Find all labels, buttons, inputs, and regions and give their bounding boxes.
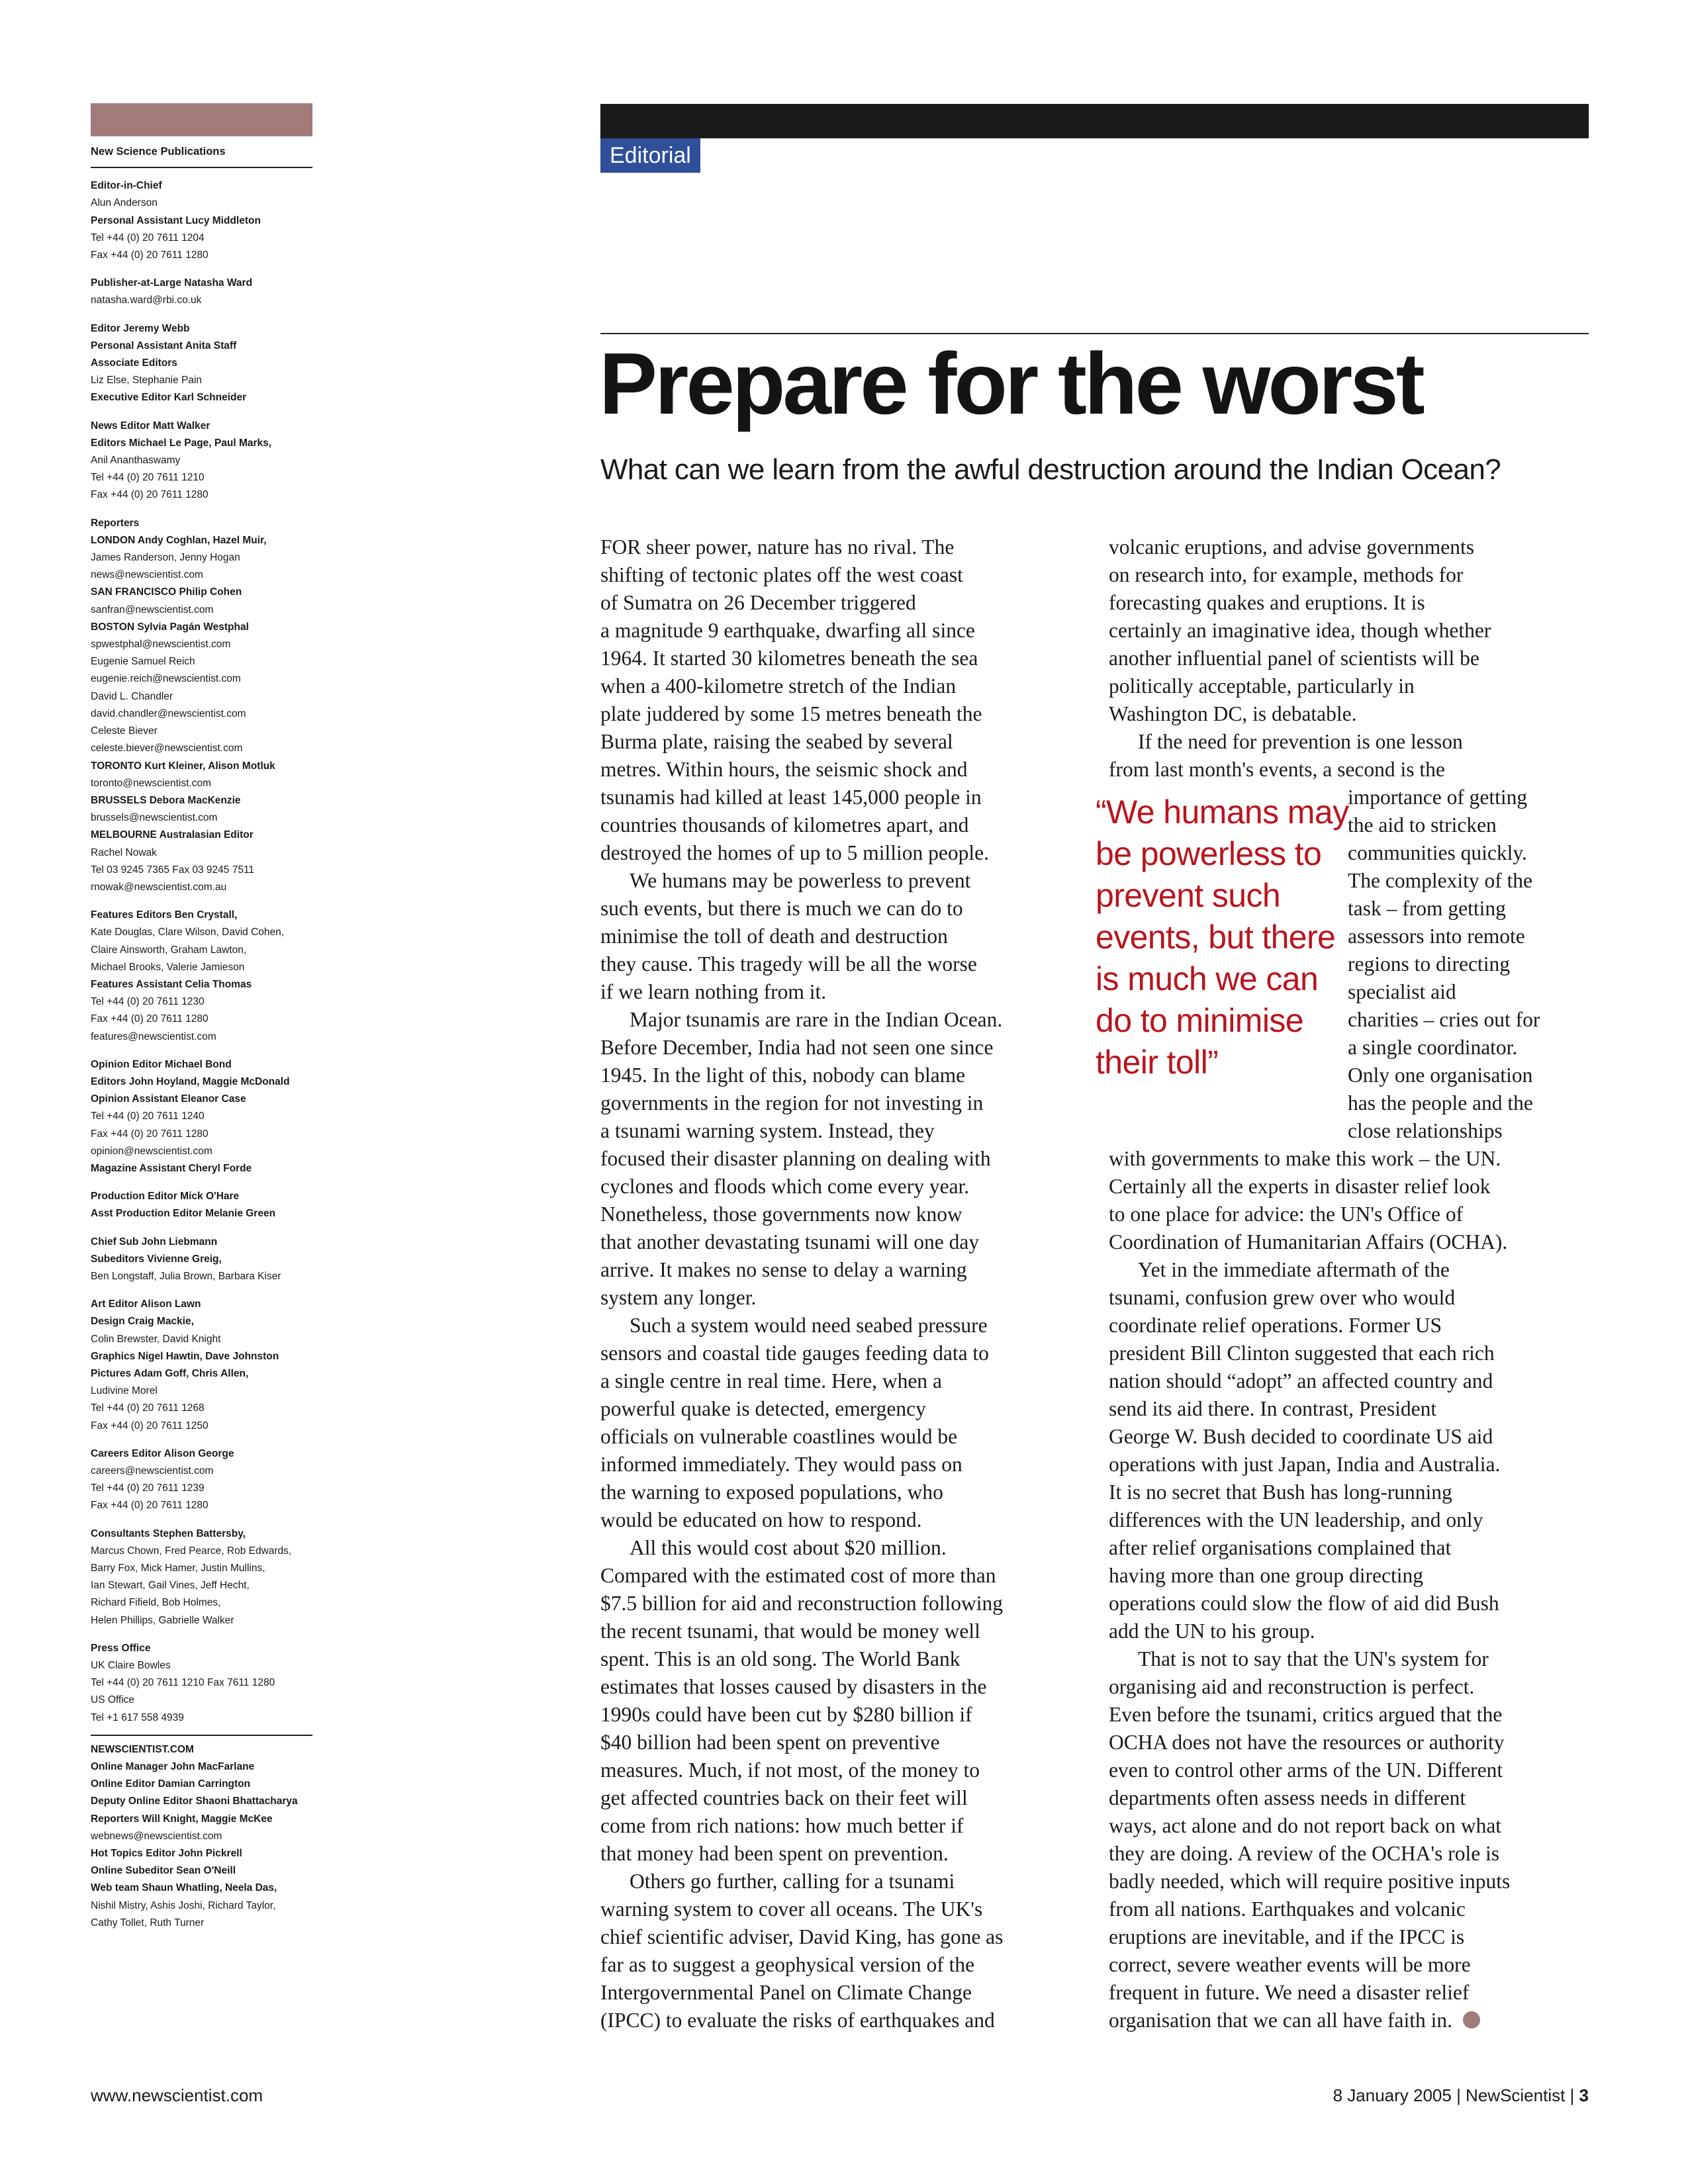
staff-line: Alun Anderson bbox=[91, 197, 158, 209]
text-line: tsunamis had killed at least 145,000 people in bbox=[600, 786, 982, 809]
text-line: volcanic eruptions, and advise governments bbox=[1109, 535, 1474, 559]
text-line: George W. Bush decided to coordinate US aid bbox=[1109, 1425, 1493, 1448]
text-line: to one place for advice: the UN's Office of bbox=[1109, 1203, 1464, 1226]
text-line: (IPCC) to evaluate the risks of earthquakes and bbox=[600, 2009, 995, 2032]
staff-line: Pictures Adam Goff, Chris Allen, bbox=[91, 1368, 249, 1379]
editorial-top-bar bbox=[600, 104, 1589, 138]
text-line: Nonetheless, those governments now know bbox=[600, 1203, 962, 1226]
staff-section bbox=[91, 1228, 312, 1291]
article-column-2-top bbox=[1109, 533, 1590, 784]
staff-line: TORONTO Kurt Kleiner, Alison Motluk bbox=[91, 760, 275, 772]
text-line: from last month's events, a second is the bbox=[1109, 758, 1445, 781]
staff-line: James Randerson, Jenny Hogan bbox=[91, 552, 240, 564]
text-line: add the UN to his group. bbox=[1109, 1619, 1315, 1643]
staff-line: Richard Fifield, Bob Holmes, bbox=[91, 1597, 221, 1609]
staff-section bbox=[91, 1520, 312, 1635]
text-line: on research into, for example, methods for bbox=[1109, 563, 1464, 586]
text-line: coordinate relief operations. Former US bbox=[1109, 1314, 1442, 1337]
staff-line: webnews@newscientist.com bbox=[91, 1830, 222, 1842]
text-line: informed immediately. They would pass on bbox=[600, 1453, 962, 1476]
staff-line: Fax +44 (0) 20 7611 1250 bbox=[91, 1420, 209, 1432]
staff-line: Tel +44 (0) 20 7611 1210 Fax 7611 1280 bbox=[91, 1677, 275, 1689]
text-line: If the need for prevention is one lesson bbox=[1138, 730, 1463, 753]
text-line: Compared with the estimated cost of more than bbox=[600, 1564, 996, 1587]
text-line: That is not to say that the UN's system for bbox=[1138, 1647, 1489, 1670]
staff-line: David L. Chandler bbox=[91, 690, 173, 702]
staff-line: Features Assistant Celia Thomas bbox=[91, 978, 252, 990]
staff-line: Cathy Tollet, Ruth Turner bbox=[91, 1917, 205, 1929]
text-line: they cause. This tragedy will be all the worse bbox=[600, 952, 977, 976]
text-line: $40 billion had been spent on preventive bbox=[600, 1731, 940, 1754]
article-column-2-narrow bbox=[1348, 784, 1590, 1145]
staff-line: rnowak@newscientist.com.au bbox=[91, 881, 227, 893]
staff-line: toronto@newscientist.com bbox=[91, 777, 212, 789]
staff-line: Production Editor Mick O'Hare bbox=[91, 1191, 240, 1203]
text-line: come from rich nations: how much better if bbox=[600, 1814, 964, 1837]
text-line: if we learn nothing from it. bbox=[600, 980, 827, 1003]
staff-line: Fax +44 (0) 20 7611 1280 bbox=[91, 489, 209, 501]
staff-line: Careers Editor Alison George bbox=[91, 1447, 234, 1459]
text-line: nation should “adopt” an affected country and bbox=[1109, 1369, 1493, 1392]
staff-line: Celeste Biever bbox=[91, 725, 158, 737]
staff-line: Deputy Online Editor Shaoni Bhattacharya bbox=[91, 1796, 298, 1807]
text-line: Certainly all the experts in disaster relief look bbox=[1109, 1175, 1491, 1198]
staff-line: Online Editor Damian Carrington bbox=[91, 1778, 251, 1790]
staff-line: Art Editor Alison Lawn bbox=[91, 1298, 201, 1310]
staff-section bbox=[91, 1735, 312, 1937]
text-line: ways, act alone and do not report back on what bbox=[1109, 1814, 1502, 1837]
staff-line: Claire Ainsworth, Graham Lawton, bbox=[91, 944, 247, 956]
staff-line: Kate Douglas, Clare Wilson, David Cohen, bbox=[91, 927, 285, 938]
staff-line: Tel +44 (0) 20 7611 1239 bbox=[91, 1482, 205, 1494]
text-line: Major tsunamis are rare in the Indian Ocean. bbox=[630, 1008, 1003, 1031]
text-line: when a 400-kilometre stretch of the Indian bbox=[600, 674, 957, 698]
text-line: countries thousands of kilometres apart, and bbox=[600, 813, 969, 837]
staff-line: Executive Editor Karl Schneider bbox=[91, 392, 247, 404]
staff-line: spwestphal@newscientist.com bbox=[91, 639, 231, 651]
staff-line: Online Subeditor Sean O'Neill bbox=[91, 1865, 236, 1877]
text-line: Burma plate, raising the seabed by several bbox=[600, 730, 953, 753]
staff-line: NEWSCIENTIST.COM bbox=[91, 1743, 194, 1755]
staff-line: Chief Sub John Liebmann bbox=[91, 1236, 218, 1248]
staff-line: Web team Shaun Whatling, Neela Das, bbox=[91, 1882, 277, 1894]
text-line: departments often assess needs in different bbox=[1109, 1786, 1466, 1809]
text-line: the warning to exposed populations, who bbox=[600, 1480, 943, 1504]
text-line: badly needed, which will require positive inputs bbox=[1109, 1870, 1511, 1893]
staff-line: Reporters bbox=[91, 517, 140, 529]
staff-section bbox=[91, 1291, 312, 1440]
staff-line: Tel +1 617 558 4939 bbox=[91, 1711, 184, 1723]
text-line: has the people and the bbox=[1348, 1091, 1533, 1115]
text-line: 1990s could have been cut by $280 billion if bbox=[600, 1703, 972, 1726]
text-line: 1945. In the light of this, nobody can blame bbox=[600, 1064, 966, 1087]
text-line: Only one organisation bbox=[1348, 1064, 1533, 1087]
text-line: operations could slow the flow of aid did Bush bbox=[1109, 1592, 1499, 1615]
text-line: get affected countries back on their feet will bbox=[600, 1786, 968, 1809]
staff-line: Design Craig Mackie, bbox=[91, 1316, 194, 1328]
staff-line: Associate Editors bbox=[91, 357, 177, 369]
text-line: OCHA does not have the resources or authority bbox=[1109, 1731, 1505, 1754]
text-line: the aid to stricken bbox=[1348, 813, 1497, 837]
text-line: from all nations. Earthquakes and volcanic bbox=[1109, 1897, 1466, 1921]
staff-section bbox=[91, 412, 312, 510]
text-line: would be educated on how to respond. bbox=[600, 1508, 922, 1531]
staff-line: Graphics Nigel Hawtin, Dave Johnston bbox=[91, 1350, 279, 1362]
staff-line: Tel +44 (0) 20 7611 1240 bbox=[91, 1111, 205, 1122]
text-line: We humans may be powerless to prevent bbox=[630, 869, 971, 892]
text-line: after relief organisations complained that bbox=[1109, 1536, 1452, 1559]
text-line: assessors into remote bbox=[1348, 925, 1525, 948]
text-line: such events, but there is much we can do to bbox=[600, 897, 963, 920]
footer-issue-text: 8 January 2005 | NewScientist | bbox=[1333, 2085, 1579, 2105]
staff-line: Tel 03 9245 7365 Fax 03 9245 7511 bbox=[91, 864, 255, 876]
pull-quote bbox=[1096, 792, 1347, 1083]
staff-line: Opinion Assistant Eleanor Case bbox=[91, 1093, 246, 1105]
text-line: estimates that losses caused by disasters in the bbox=[600, 1675, 987, 1698]
staff-line: SAN FRANCISCO Philip Cohen bbox=[91, 586, 242, 598]
staff-line: Consultants Stephen Battersby, bbox=[91, 1527, 246, 1539]
staff-line: Rachel Nowak bbox=[91, 846, 157, 858]
staff-line: brussels@newscientist.com bbox=[91, 812, 218, 824]
staff-section bbox=[91, 172, 312, 269]
masthead-color-bar bbox=[91, 103, 312, 136]
text-line: operations with just Japan, India and Australia. bbox=[1109, 1453, 1501, 1476]
staff-line: Editor Jeremy Webb bbox=[91, 322, 190, 334]
staff-line: Tel +44 (0) 20 7611 1230 bbox=[91, 996, 205, 1008]
text-line: of Sumatra on 26 December triggered bbox=[600, 591, 916, 614]
text-line: politically acceptable, particularly in bbox=[1109, 674, 1415, 698]
footer-issue bbox=[1333, 2085, 1589, 2106]
text-line: Intergovernmental Panel on Climate Change bbox=[600, 1981, 972, 2004]
text-line: a single centre in real time. Here, when a bbox=[600, 1369, 943, 1392]
text-line: organising aid and reconstruction is perfect. bbox=[1109, 1675, 1475, 1698]
staff-line: david.chandler@newscientist.com bbox=[91, 707, 246, 719]
staff-line: Ian Stewart, Gail Vines, Jeff Hecht, bbox=[91, 1580, 250, 1592]
text-line: sensors and coastal tide gauges feeding data to bbox=[600, 1342, 989, 1365]
staff-line: Personal Assistant Anita Staff bbox=[91, 340, 237, 351]
staff-line: US Office bbox=[91, 1694, 135, 1706]
staff-line: Anil Ananthaswamy bbox=[91, 455, 181, 467]
text-line: they are doing. A review of the OCHA's role is bbox=[1109, 1842, 1500, 1865]
text-line: send its aid there. In contrast, President bbox=[1109, 1397, 1437, 1420]
staff-line: opinion@newscientist.com bbox=[91, 1145, 212, 1157]
staff-line: eugenie.reich@newscientist.com bbox=[91, 673, 241, 685]
staff-line: Fax +44 (0) 20 7611 1280 bbox=[91, 1128, 209, 1140]
text-line: governments in the region for not investing in bbox=[600, 1091, 984, 1115]
text-line: another influential panel of scientists will be bbox=[1109, 647, 1479, 670]
text-line: focused their disaster planning on dealing with bbox=[600, 1147, 991, 1170]
text-line: Before December, India had not seen one since bbox=[600, 1036, 994, 1059]
text-line: specialist aid bbox=[1348, 980, 1456, 1003]
text-line: arrive. It makes no sense to delay a warning bbox=[600, 1258, 967, 1281]
text-line: task – from getting bbox=[1348, 897, 1506, 920]
pull-quote-line: be powerless to bbox=[1096, 835, 1322, 872]
article-column-2-bottom bbox=[1109, 1145, 1590, 2034]
pull-quote-line: events, but there bbox=[1096, 919, 1336, 956]
staff-line: News Editor Matt Walker bbox=[91, 420, 211, 432]
staff-line: LONDON Andy Coghlan, Hazel Muir, bbox=[91, 534, 267, 546]
text-line: a tsunami warning system. Instead, they bbox=[600, 1119, 935, 1142]
text-line: close relationships bbox=[1348, 1119, 1503, 1142]
text-line: forecasting quakes and eruptions. It is bbox=[1109, 591, 1425, 614]
staff-line: sanfran@newscientist.com bbox=[91, 604, 214, 615]
text-line: FOR sheer power, nature has no rival. The bbox=[600, 535, 955, 559]
text-line: It is no secret that Bush has long-running bbox=[1109, 1480, 1452, 1504]
staff-line: Online Manager John MacFarlane bbox=[91, 1761, 255, 1773]
staff-line: UK Claire Bowles bbox=[91, 1660, 171, 1672]
section-tag: Editorial bbox=[600, 138, 700, 173]
text-line: having more than one group directing bbox=[1109, 1564, 1423, 1587]
staff-line: Marcus Chown, Fred Pearce, Rob Edwards, bbox=[91, 1545, 292, 1557]
staff-section bbox=[91, 1440, 312, 1520]
text-line: charities – cries out for bbox=[1348, 1008, 1540, 1031]
pull-quote-line: do to minimise bbox=[1096, 1002, 1303, 1039]
staff-line: Eugenie Samuel Reich bbox=[91, 656, 195, 668]
staff-line: Asst Production Editor Melanie Green bbox=[91, 1208, 276, 1220]
staff-line: MELBOURNE Australasian Editor bbox=[91, 829, 254, 841]
text-line: the recent tsunami, that would be money well bbox=[600, 1619, 980, 1643]
text-line: tsunami, confusion grew over who would bbox=[1109, 1286, 1456, 1309]
text-line: system any longer. bbox=[600, 1286, 757, 1309]
text-line: plate juddered by some 15 metres beneath the bbox=[600, 702, 982, 725]
text-line: a magnitude 9 earthquake, dwarfing all since bbox=[600, 619, 975, 642]
staff-line: Editor-in-Chief bbox=[91, 180, 162, 192]
text-line: All this would cost about $20 million. bbox=[630, 1536, 947, 1559]
staff-line: Nishil Mistry, Ashis Joshi, Richard Taylor, bbox=[91, 1899, 276, 1911]
pull-quote-line: “We humans may bbox=[1096, 794, 1349, 831]
staff-line: Reporters Will Knight, Maggie McKee bbox=[91, 1813, 273, 1825]
text-line: certainly an imaginative idea, though whether bbox=[1109, 619, 1491, 642]
staff-section bbox=[91, 315, 312, 412]
text-line: chief scientific adviser, David King, has gone as bbox=[600, 1925, 1004, 1948]
staff-line: Fax +44 (0) 20 7611 1280 bbox=[91, 1013, 209, 1025]
pull-quote-line: prevent such bbox=[1096, 877, 1281, 914]
staff-line: Michael Brooks, Valerie Jamieson bbox=[91, 961, 245, 973]
text-line: 1964. It started 30 kilometres beneath the sea bbox=[600, 647, 978, 670]
text-line: metres. Within hours, the seismic shock and bbox=[600, 758, 968, 781]
text-line: organisation that we can all have faith in. bbox=[1109, 2007, 1590, 2034]
staff-line: Magazine Assistant Cheryl Forde bbox=[91, 1162, 252, 1174]
staff-line: Features Editors Ben Crystall, bbox=[91, 909, 238, 921]
text-line: president Bill Clinton suggested that each rich bbox=[1109, 1342, 1495, 1365]
masthead-sidebar bbox=[91, 103, 312, 1937]
text-line: Such a system would need seabed pressure bbox=[630, 1314, 988, 1337]
staff-line: BOSTON Sylvia Pagán Westphal bbox=[91, 621, 249, 633]
text-line: differences with the UN leadership, and only bbox=[1109, 1508, 1483, 1531]
text-line: frequent in future. We need a disaster relief bbox=[1109, 1981, 1470, 2004]
text-line: that another devastating tsunami will one day bbox=[600, 1230, 980, 1253]
publisher-name: New Science Publications bbox=[91, 143, 312, 168]
staff-line: Personal Assistant Lucy Middleton bbox=[91, 214, 261, 226]
staff-section bbox=[91, 1051, 312, 1183]
staff-line: Hot Topics Editor John Pickrell bbox=[91, 1848, 242, 1860]
text-line: eruptions are inevitable, and if the IPCC is bbox=[1109, 1925, 1465, 1948]
text-line: spent. This is an old song. The World Bank bbox=[600, 1647, 961, 1670]
staff-line: Ben Longstaff, Julia Brown, Barbara Kiser bbox=[91, 1270, 281, 1282]
staff-line: natasha.ward@rbi.co.uk bbox=[91, 295, 202, 306]
text-line: The complexity of the bbox=[1348, 869, 1533, 892]
staff-line: Tel +44 (0) 20 7611 1268 bbox=[91, 1402, 205, 1414]
text-line: far as to suggest a geophysical version of the bbox=[600, 1953, 975, 1976]
staff-list bbox=[91, 172, 312, 1937]
staff-line: Helen Phillips, Gabrielle Walker bbox=[91, 1614, 234, 1626]
staff-section bbox=[91, 901, 312, 1051]
end-mark-icon bbox=[1463, 2011, 1480, 2028]
pull-quote-line: is much we can bbox=[1096, 960, 1319, 997]
text-line: Yet in the immediate aftermath of the bbox=[1138, 1258, 1450, 1281]
staff-line: Subeditors Vivienne Greig, bbox=[91, 1253, 222, 1265]
pull-quote-line: their toll” bbox=[1096, 1044, 1219, 1081]
staff-line: Press Office bbox=[91, 1642, 151, 1654]
text-line: destroyed the homes of up to 5 million people. bbox=[600, 841, 990, 864]
text-line: $7.5 billion for aid and reconstruction following bbox=[600, 1592, 1004, 1615]
text-line: powerful quake is detected, emergency bbox=[600, 1397, 926, 1420]
page-number: 3 bbox=[1579, 2085, 1589, 2105]
text-line: Others go further, calling for a tsunami bbox=[630, 1870, 955, 1893]
text-line: Coordination of Humanitarian Affairs (OCHA). bbox=[1109, 1230, 1508, 1253]
staff-section bbox=[91, 510, 312, 901]
staff-line: Barry Fox, Mick Hamer, Justin Mullins, bbox=[91, 1563, 265, 1574]
text-line: warning system to cover all oceans. The UK's bbox=[600, 1897, 983, 1921]
staff-line: Editors John Hoyland, Maggie McDonald bbox=[91, 1075, 290, 1087]
text-line: communities quickly. bbox=[1348, 841, 1527, 864]
staff-line: careers@newscientist.com bbox=[91, 1465, 214, 1477]
staff-line: features@newscientist.com bbox=[91, 1030, 216, 1042]
text-line: importance of getting bbox=[1348, 786, 1528, 809]
staff-section bbox=[91, 1183, 312, 1228]
staff-line: Fax +44 (0) 20 7611 1280 bbox=[91, 1500, 209, 1512]
text-line: with governments to make this work – the UN. bbox=[1109, 1147, 1501, 1170]
text-line: Even before the tsunami, critics argued that the bbox=[1109, 1703, 1503, 1726]
staff-line: Tel +44 (0) 20 7611 1204 bbox=[91, 232, 205, 244]
text-line: regions to directing bbox=[1348, 952, 1510, 976]
staff-line: Colin Brewster, David Knight bbox=[91, 1333, 221, 1345]
text-line: Washington DC, is debatable. bbox=[1109, 702, 1357, 725]
text-line: measures. Much, if not most, of the money to bbox=[600, 1758, 980, 1782]
text-line: cyclones and floods which come every year. bbox=[600, 1175, 970, 1198]
staff-line: Editors Michael Le Page, Paul Marks, bbox=[91, 437, 272, 449]
text-line: minimise the toll of death and destruction bbox=[600, 925, 948, 948]
staff-line: celeste.biever@newscientist.com bbox=[91, 743, 243, 754]
headline: Prepare for the worst bbox=[599, 335, 1423, 432]
staff-line: Opinion Editor Michael Bond bbox=[91, 1058, 232, 1070]
staff-line: Ludivine Morel bbox=[91, 1385, 158, 1397]
staff-line: BRUSSELS Debora MacKenzie bbox=[91, 794, 241, 806]
article-column-1 bbox=[600, 533, 1084, 2034]
staff-line: Tel +44 (0) 20 7611 1210 bbox=[91, 472, 205, 484]
staff-line: Fax +44 (0) 20 7611 1280 bbox=[91, 250, 209, 261]
text-line: that money had been spent on prevention. bbox=[600, 1842, 949, 1865]
text-line: a single coordinator. bbox=[1348, 1036, 1518, 1059]
text-line: officials on vulnerable coastlines would be bbox=[600, 1425, 958, 1448]
text-line: correct, severe weather events will be more bbox=[1109, 1953, 1471, 1976]
text-line: even to control other arms of the UN. Different bbox=[1109, 1758, 1503, 1782]
staff-line: Liz Else, Stephanie Pain bbox=[91, 375, 203, 387]
staff-line: Publisher-at-Large Natasha Ward bbox=[91, 277, 253, 289]
staff-section bbox=[91, 269, 312, 314]
text-line: shifting of tectonic plates off the west coast bbox=[600, 563, 963, 586]
staff-line: news@newscientist.com bbox=[91, 569, 203, 581]
deck: What can we learn from the awful destruction around the Indian Ocean? bbox=[600, 453, 1501, 486]
footer-website: www.newscientist.com bbox=[91, 2085, 263, 2105]
staff-section bbox=[91, 1635, 312, 1732]
